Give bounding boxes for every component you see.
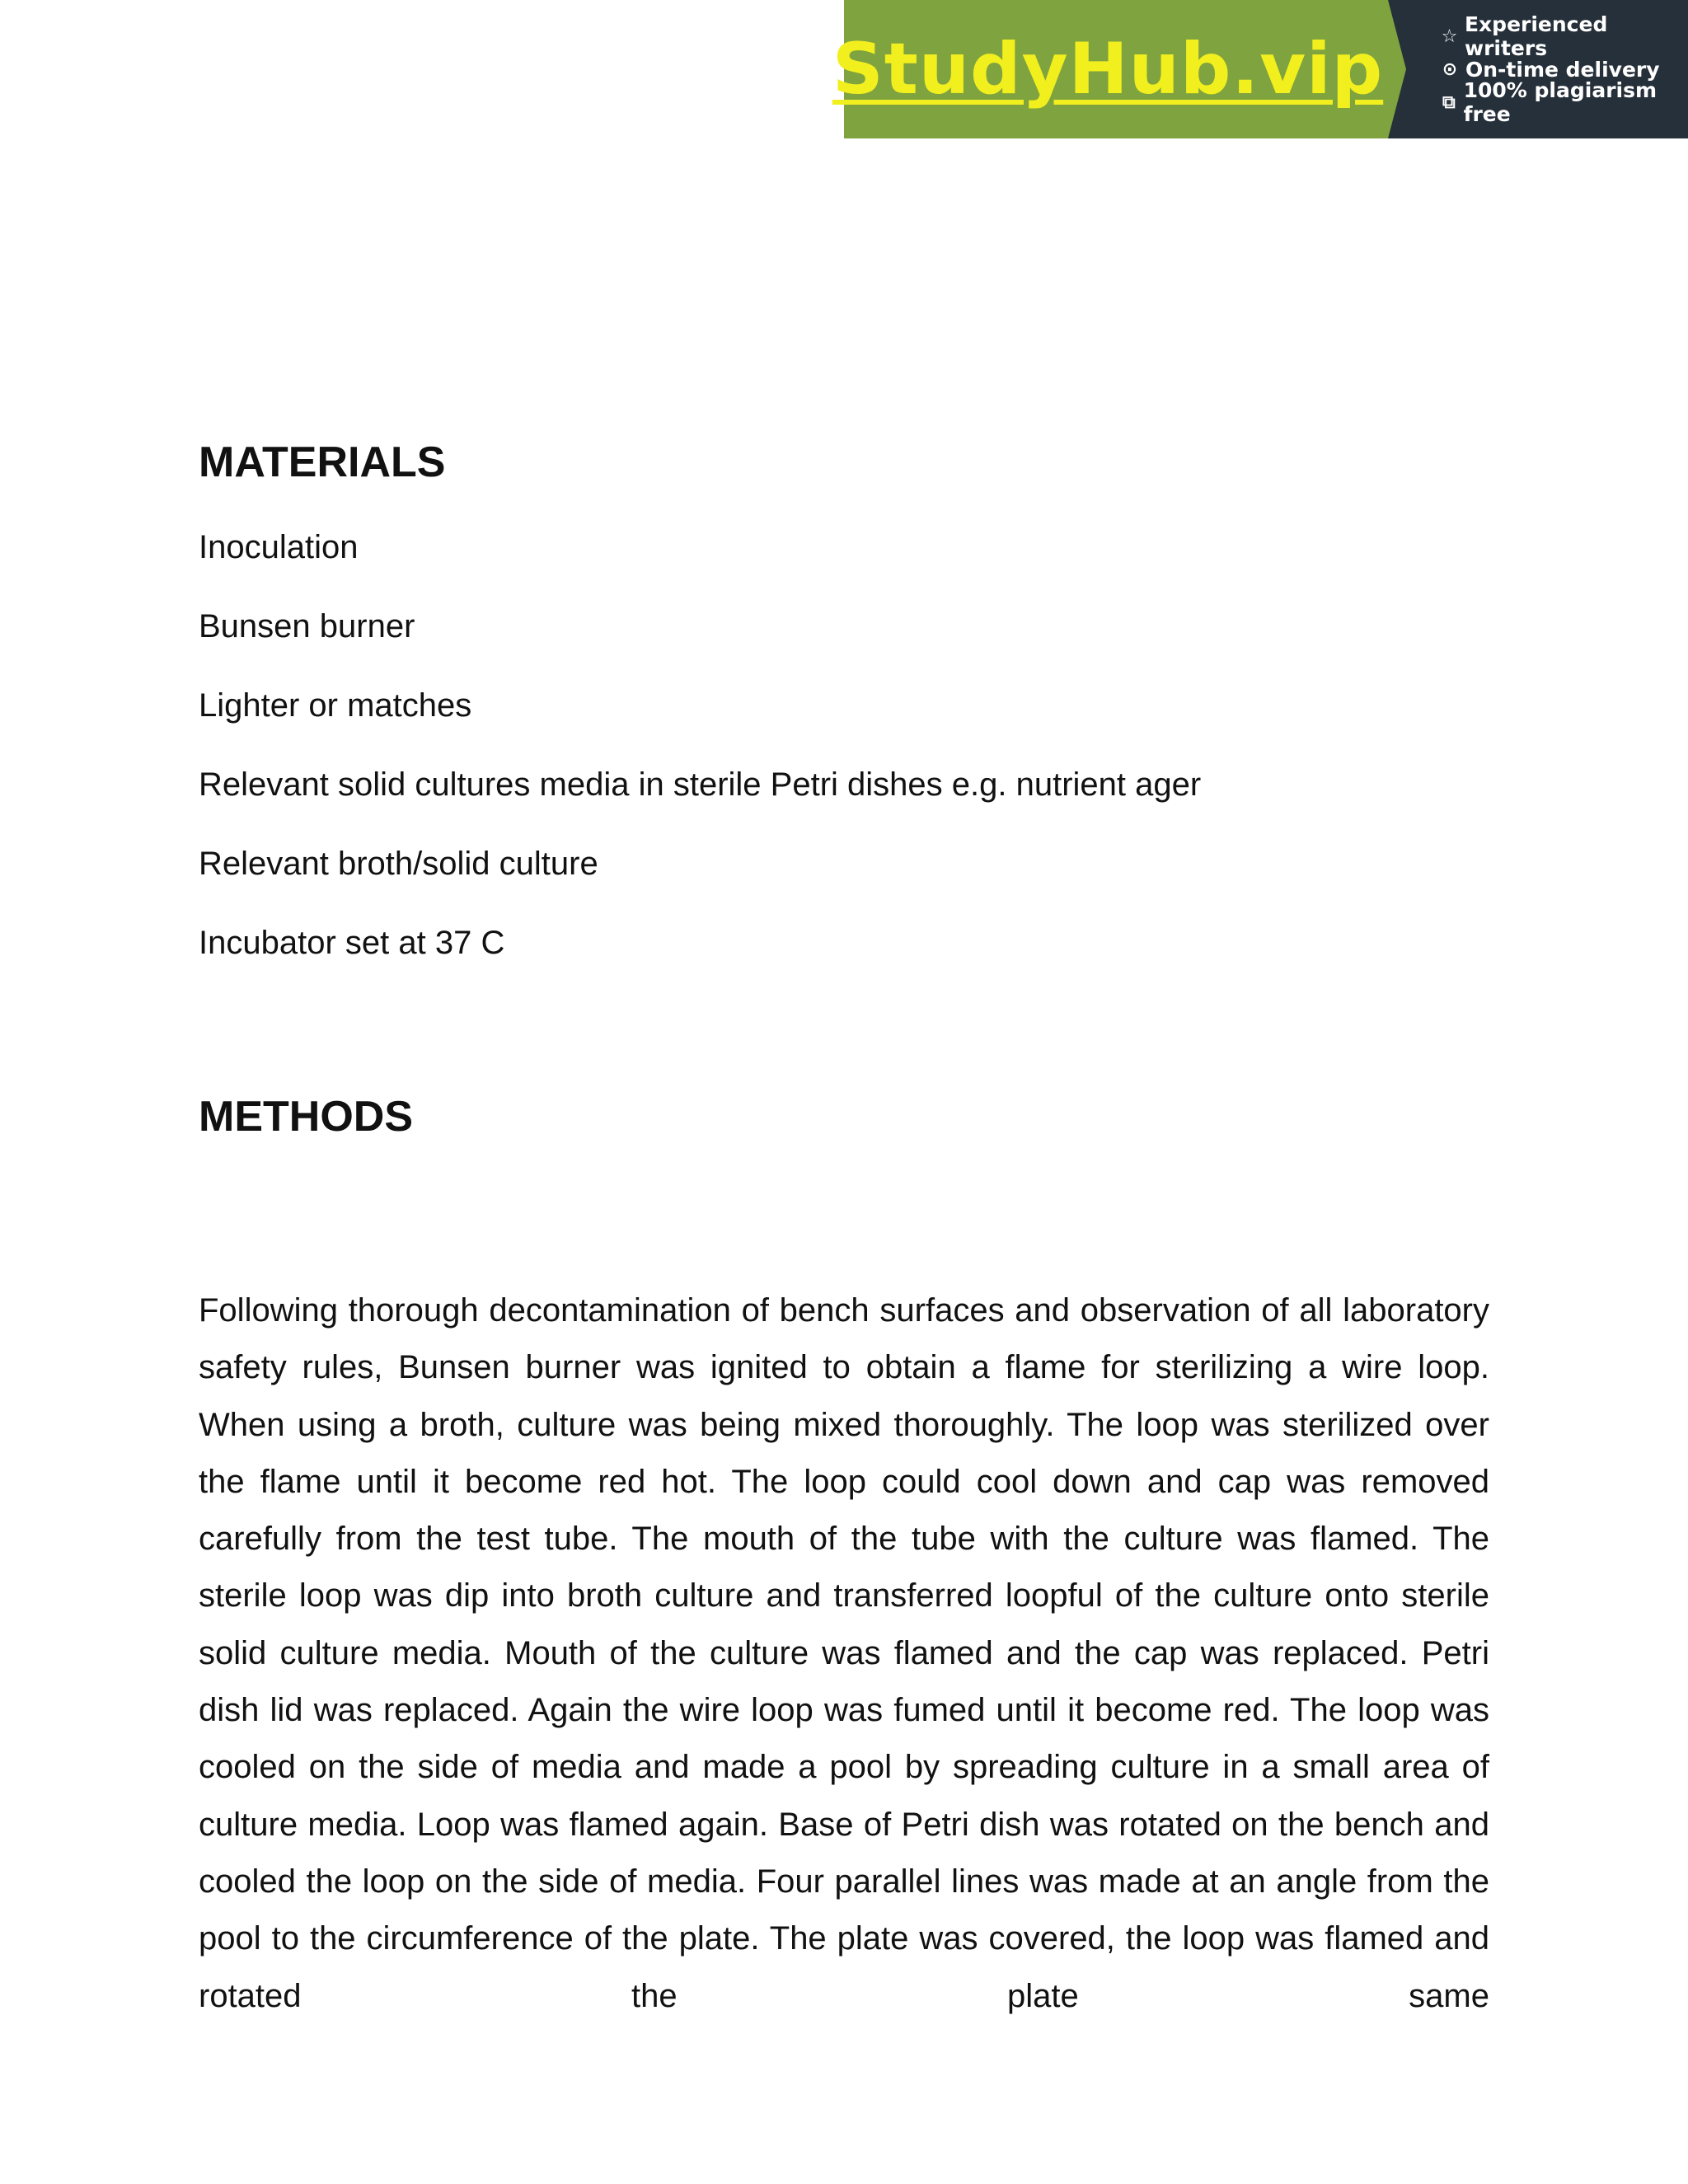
banner-features-panel bbox=[1388, 0, 1688, 138]
list-item: Bunsen burner bbox=[199, 608, 415, 644]
copy-icon: ⧉ bbox=[1442, 91, 1456, 113]
list-item: Incubator set at 37 C bbox=[199, 925, 505, 961]
brand-logo: StudyHub.vip bbox=[832, 28, 1384, 110]
banner-brand-panel bbox=[832, 0, 1388, 138]
methods-heading: METHODS bbox=[199, 1093, 413, 1141]
list-item: Relevant broth/solid culture bbox=[199, 846, 598, 882]
materials-list bbox=[199, 508, 1489, 982]
star-icon: ☆ bbox=[1441, 26, 1458, 47]
materials-heading: MATERIALS bbox=[199, 438, 446, 486]
clock-icon: ⊙ bbox=[1442, 59, 1458, 80]
list-item: Lighter or matches bbox=[199, 687, 472, 724]
list-item: Relevant solid cultures media in sterile Petri dishes e.g. nutrient ager bbox=[199, 766, 1202, 803]
feature-label: On-time delivery bbox=[1465, 57, 1660, 82]
feature-label: 100% plagiarism free bbox=[1463, 78, 1658, 126]
feature-label: Experienced writers bbox=[1464, 12, 1608, 60]
feature-experienced-writers bbox=[1439, 12, 1688, 60]
feature-plagiarism-free bbox=[1439, 78, 1688, 126]
studyhub-banner[interactable] bbox=[832, 0, 1688, 138]
methods-paragraph: Following thorough decontamination of bench surfaces and observation of all laboratory safety rules, Bunsen burner was ignited to obtain a flame for sterilizing a wire loop. When using a broth, culture was being mixed thoroughly. The loop was sterilized over the flame until it become red hot. The loop could cool down and cap was removed carefully from the test tube. The mouth of the tube with the culture was flamed. The sterile loop was dip into broth culture and transferred loopful of the culture onto sterile solid culture media. Mouth of the culture was flamed and the cap was replaced. Petri dish lid was replaced. Again the wire loop was fumed until it become red. The loop was cooled on the side of media and made a pool by spreading culture in a small area of culture media. Loop was flamed again. Base of Petri dish was rotated on the bench and cooled the loop on the side of media. Four parallel lines was made at an angle from the pool to the circumference of the plate. The plate was covered, the loop was flamed and rotated the plate same bbox=[199, 1292, 1489, 2014]
document-content bbox=[199, 429, 1489, 2025]
list-item: Inoculation bbox=[199, 529, 359, 565]
